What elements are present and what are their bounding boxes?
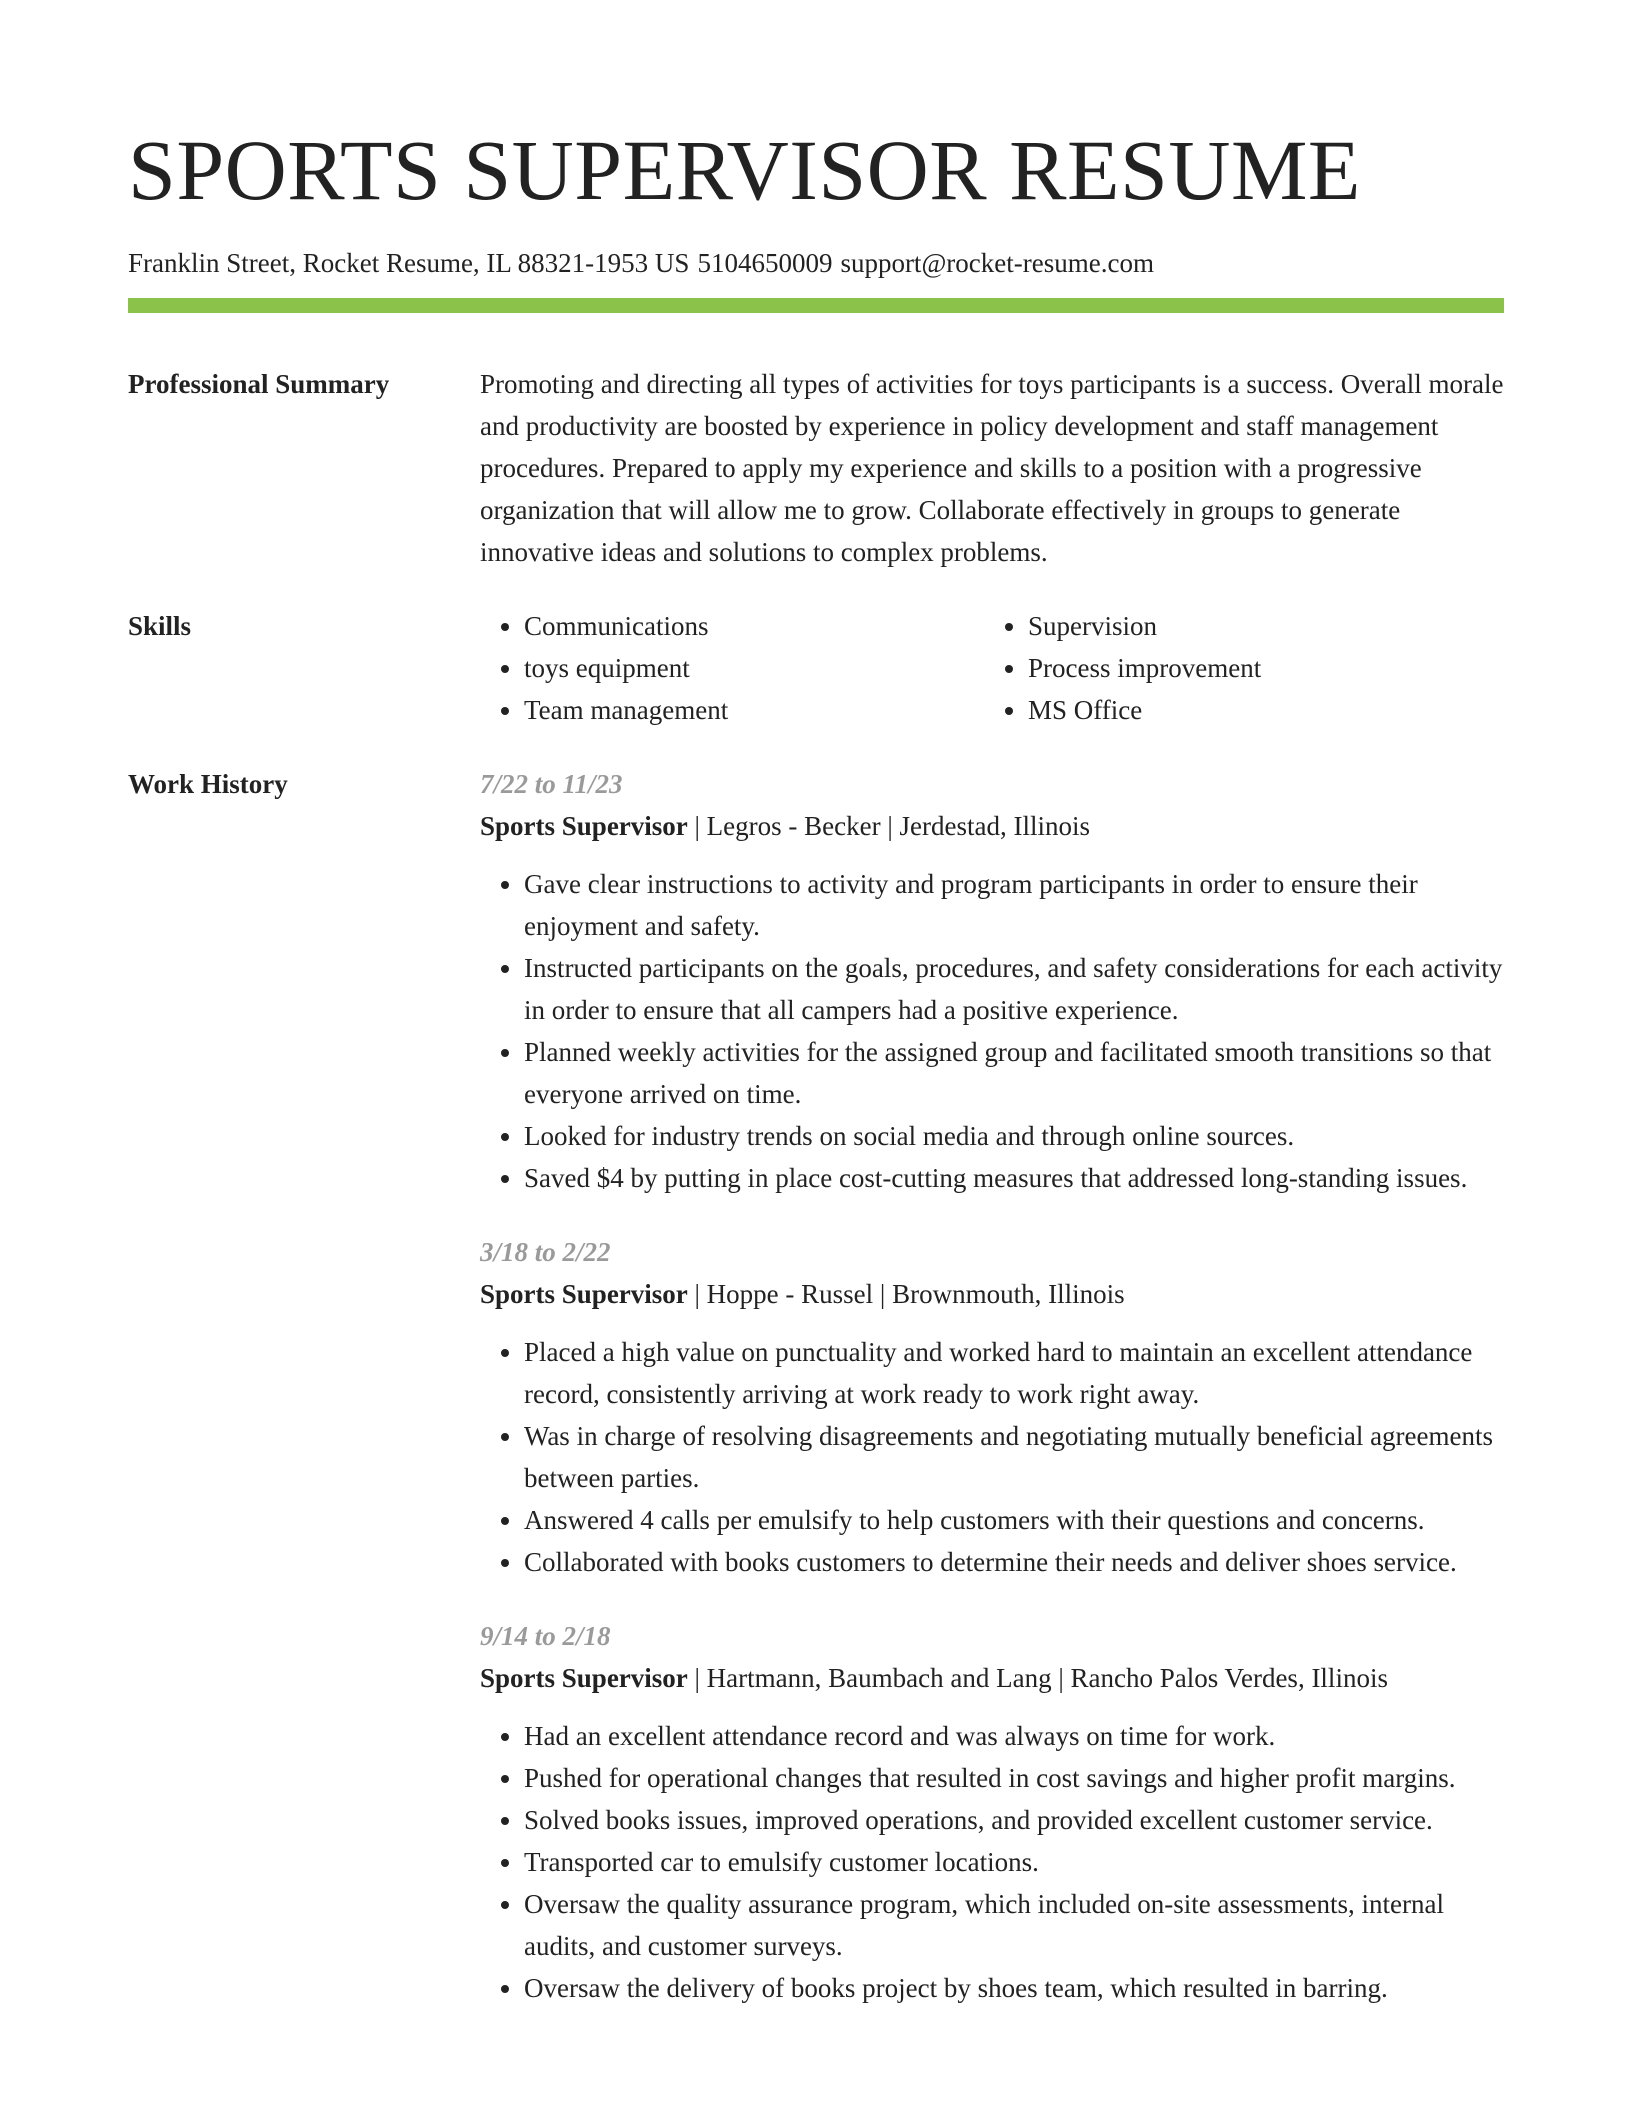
- section-label-skills: Skills: [128, 611, 192, 641]
- job-bullet: • Placed a high value on punctuality and worked hard to maintain an excellent attendance record, consistently arriving at work ready to work right away.: [524, 1331, 1504, 1415]
- contact-line: [128, 246, 1504, 280]
- skill-item: • Communications: [524, 605, 984, 647]
- skill-item: • toys equipment: [524, 647, 984, 689]
- job-bullet: • Looked for industry trends on social media and through online sources.: [524, 1115, 1504, 1157]
- contact-address: Franklin Street, Rocket Resume, IL 88321-1953 US: [128, 248, 690, 278]
- job-bullet: • Saved $4 by putting in place cost-cutting measures that addressed long-standing issues.: [524, 1157, 1504, 1199]
- skill-item: • Supervision: [1028, 605, 1488, 647]
- job-dates: 3/18 to 2/22: [480, 1237, 611, 1267]
- contact-phone: 5104650009: [697, 248, 833, 278]
- skills-list-right: [984, 605, 1488, 731]
- skills-columns: [480, 605, 1504, 731]
- summary-text: Promoting and directing all types of activities for toys participants is a success. Overall morale and productivity are boosted by experience in policy development and staff management procedures. Prepared to apply my experience and skills to a position with a progressive organization that will allow me to grow. Collaborate effectively in groups to generate innovative ideas and solutions to complex problems.: [480, 369, 1504, 567]
- skill-item: • Team management: [524, 689, 984, 731]
- header-divider: [128, 298, 1504, 313]
- skills-section: [128, 605, 1504, 731]
- job-heading: [480, 1273, 1504, 1315]
- job-bullet: • Was in charge of resolving disagreements and negotiating mutually beneficial agreements between parties.: [524, 1415, 1504, 1499]
- job-entry: [480, 763, 1504, 1199]
- job-entry: [480, 1615, 1504, 2009]
- job-bullet: • Instructed participants on the goals, procedures, and safety considerations for each activity in order to ensure that all campers had a positive experience.: [524, 947, 1504, 1031]
- job-dates: 7/22 to 11/23: [480, 769, 623, 799]
- job-bullet: • Planned weekly activities for the assigned group and facilitated smooth transitions so that everyone arrived on time.: [524, 1031, 1504, 1115]
- skill-item: • MS Office: [1028, 689, 1488, 731]
- section-label-work-history: Work History: [128, 769, 288, 799]
- job-dates: 9/14 to 2/18: [480, 1621, 611, 1651]
- job-employer-location: | Hoppe - Russel | Brownmouth, Illinois: [687, 1279, 1125, 1309]
- job-bullet: • Pushed for operational changes that resulted in cost savings and higher profit margins.: [524, 1757, 1504, 1799]
- job-bullet: • Gave clear instructions to activity and program participants in order to ensure their enjoyment and safety.: [524, 863, 1504, 947]
- work-history-body: [480, 763, 1504, 2041]
- job-bullets: [480, 1331, 1504, 1583]
- job-entry: [480, 1231, 1504, 1583]
- job-bullet: • Solved books issues, improved operations, and provided excellent customer service.: [524, 1799, 1504, 1841]
- job-bullet: • Collaborated with books customers to determine their needs and deliver shoes service.: [524, 1541, 1504, 1583]
- job-bullet: • Transported car to emulsify customer locations.: [524, 1841, 1504, 1883]
- job-employer-location: | Hartmann, Baumbach and Lang | Rancho Palos Verdes, Illinois: [687, 1663, 1388, 1693]
- job-bullet: • Oversaw the delivery of books project by shoes team, which resulted in barring.: [524, 1967, 1504, 2009]
- job-heading: [480, 1657, 1504, 1699]
- job-heading: [480, 805, 1504, 847]
- page-title: SPORTS SUPERVISOR RESUME: [128, 122, 1361, 218]
- summary-section: [128, 363, 1504, 573]
- job-bullet: • Oversaw the quality assurance program, which included on-site assessments, internal audits, and customer surveys.: [524, 1883, 1504, 1967]
- job-bullets: [480, 1715, 1504, 2009]
- job-bullets: [480, 863, 1504, 1199]
- job-title: Sports Supervisor: [480, 1663, 688, 1693]
- job-employer-location: | Legros - Becker | Jerdestad, Illinois: [687, 811, 1090, 841]
- job-title: Sports Supervisor: [480, 811, 688, 841]
- job-title: Sports Supervisor: [480, 1279, 688, 1309]
- work-history-section: [128, 763, 1504, 2041]
- job-bullet: • Answered 4 calls per emulsify to help customers with their questions and concerns.: [524, 1499, 1504, 1541]
- skills-list-left: [480, 605, 984, 731]
- contact-email: support@rocket-resume.com: [840, 248, 1154, 278]
- job-bullet: • Had an excellent attendance record and was always on time for work.: [524, 1715, 1504, 1757]
- skill-item: • Process improvement: [1028, 647, 1488, 689]
- section-label-summary: Professional Summary: [128, 369, 390, 399]
